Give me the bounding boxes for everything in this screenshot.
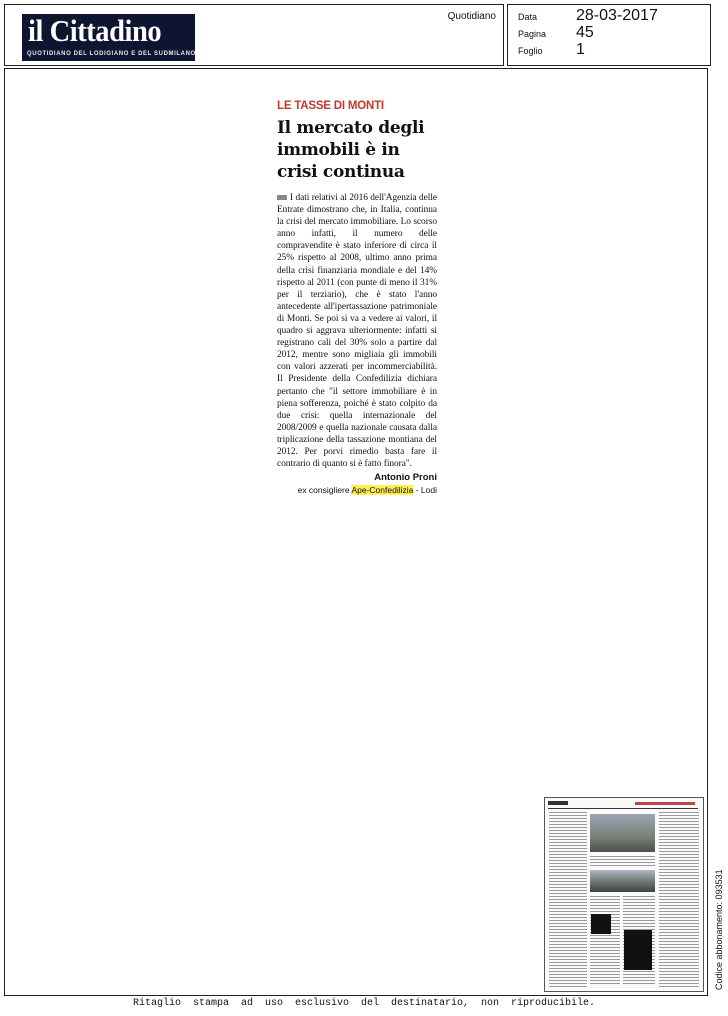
affiliation-highlight: Ape-Confedilizia xyxy=(351,485,414,496)
thumb-photo-1 xyxy=(590,814,655,852)
lead-marker-icon xyxy=(277,195,287,200)
publication-type: Quotidiano xyxy=(447,11,496,22)
article-headline: Il mercato degli immobili è in crisi continua xyxy=(277,118,425,182)
article xyxy=(277,100,437,495)
thumb-column-4 xyxy=(659,812,699,987)
date-value: 28-03-2017 xyxy=(576,7,658,24)
thumb-black-box-1 xyxy=(591,914,611,934)
thumb-column-1 xyxy=(549,812,587,987)
affiliation-prefix: ex consigliere xyxy=(297,485,352,496)
sheet-value: 1 xyxy=(576,41,585,58)
logo-name: il Cittadino xyxy=(28,13,162,48)
logo-subtitle: QUOTIDIANO DEL LODIGIANO E DEL SUDMILANO xyxy=(27,51,196,57)
thumb-caption-1 xyxy=(590,856,655,868)
article-author: Antonio Proni xyxy=(374,472,437,484)
thumb-logo xyxy=(548,801,568,805)
thumb-section-bar xyxy=(635,802,695,805)
header xyxy=(4,4,708,66)
page-value: 45 xyxy=(576,24,594,41)
thumb-photo-2 xyxy=(590,870,655,892)
footer-disclaimer: Ritaglio stampa ad uso esclusivo del destinatario, non riproducibile. xyxy=(132,998,596,1009)
issue-info-cell xyxy=(507,4,711,66)
sheet-label: Foglio xyxy=(518,46,543,56)
thumb-black-box-2 xyxy=(624,930,652,970)
masthead-cell xyxy=(4,4,504,66)
date-label: Data xyxy=(518,12,538,22)
article-body-text: I dati relativi al 2016 dell'Agenzia delle Entrate dimostrano che, in Italia, continua la crisi del mercato immobiliare. Lo scorso anno infatti, il numero delle compravendite è stato inferiore di circa il 25% rispetto al 2008, ultimo anno prima della crisi finanziaria mondiale e del 14% rispetto al 2011 (con punte di meno il 31% per il terziario), che è stato l'anno antecedente all'ipertassazione patrimoniale di Monti. Se poi si va a vedere ai valori, il quadro si aggrava ulteriormente: infatti si registrano cali del 30% solo a partire dal 2012, mentre sono migliaia gli immobili con valori azzerati per incommerciabilità. Il Presidente della Confedilizia dichiara pertanto che "il settore immobiliare è in piena sofferenza, poiché è stato colpito da due crisi: quella internazionale del 2008/2009 e quella nazionale causata dalla triplicazione della tassazione montiana del 2012. Per porvi rimedio basta fare il contrario di quanto si è fatto finora". xyxy=(277,193,437,470)
article-body xyxy=(277,192,437,470)
thumb-column-2 xyxy=(590,896,620,986)
thumb-rule xyxy=(548,808,698,809)
affiliation-suffix: - Lodi xyxy=(413,485,437,496)
subscription-code: Codice abbonamento: 093531 xyxy=(714,869,724,990)
newspaper-logo xyxy=(22,14,195,61)
article-kicker: LE TASSE DI MONTI xyxy=(277,100,384,112)
author-affiliation xyxy=(277,485,437,495)
page-thumbnail xyxy=(544,797,704,992)
page-label: Pagina xyxy=(518,29,547,39)
